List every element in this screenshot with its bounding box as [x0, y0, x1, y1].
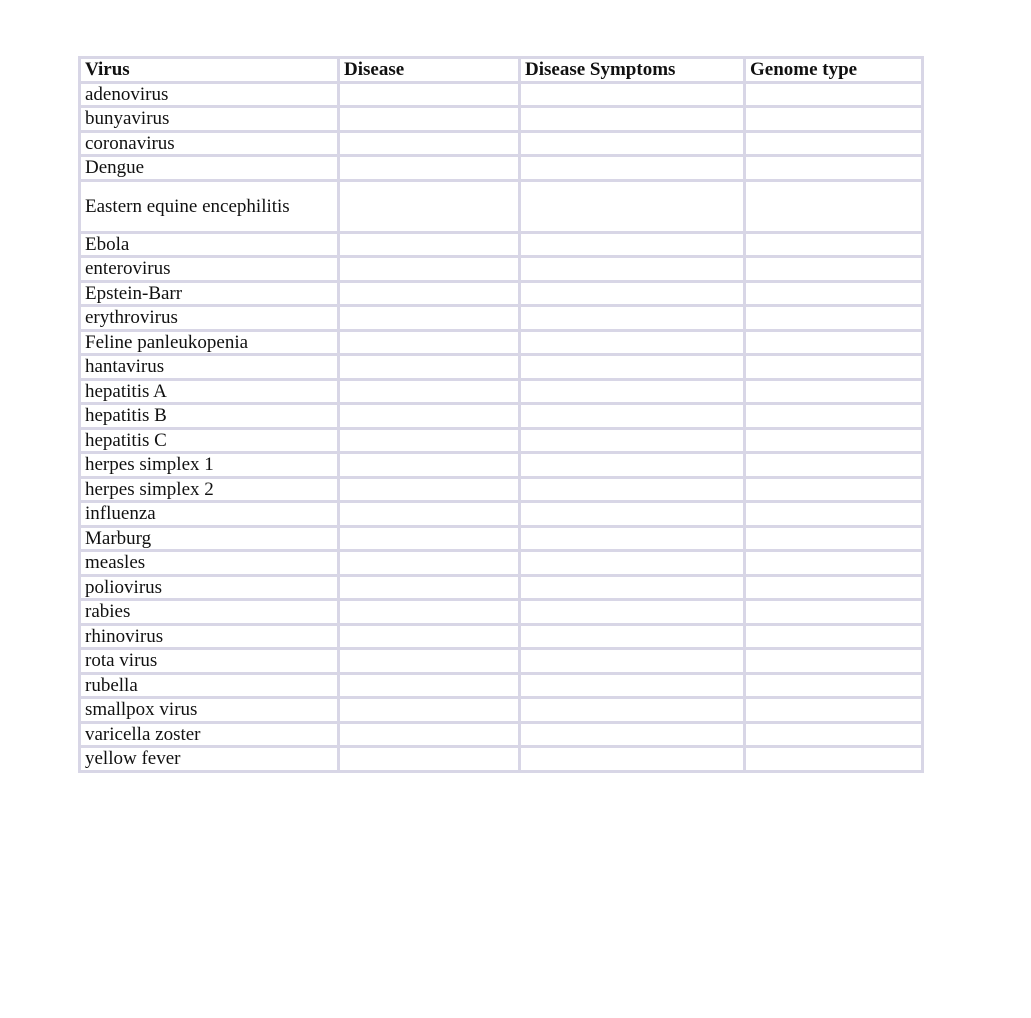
cell-disease[interactable]: [339, 82, 520, 107]
table-row: [80, 575, 923, 600]
cell-virus: enterovirus: [80, 257, 339, 282]
cell-disease-symptoms[interactable]: [520, 232, 745, 257]
cell-virus: Ebola: [80, 232, 339, 257]
table-row: [80, 477, 923, 502]
cell-disease-symptoms[interactable]: [520, 355, 745, 380]
cell-disease[interactable]: [339, 404, 520, 429]
cell-virus: rota virus: [80, 649, 339, 674]
header-virus: Virus: [80, 58, 339, 83]
cell-disease[interactable]: [339, 453, 520, 478]
cell-genome-type[interactable]: [745, 698, 923, 723]
table-row: [80, 82, 923, 107]
cell-disease[interactable]: [339, 698, 520, 723]
cell-virus: smallpox virus: [80, 698, 339, 723]
cell-genome-type[interactable]: [745, 156, 923, 181]
table-row: [80, 698, 923, 723]
table-row: [80, 306, 923, 331]
cell-disease[interactable]: [339, 624, 520, 649]
cell-virus: measles: [80, 551, 339, 576]
cell-virus: bunyavirus: [80, 107, 339, 132]
cell-virus: coronavirus: [80, 131, 339, 156]
table-row: [80, 453, 923, 478]
table-header: [80, 58, 923, 83]
cell-virus: hantavirus: [80, 355, 339, 380]
cell-genome-type[interactable]: [745, 477, 923, 502]
cell-disease[interactable]: [339, 502, 520, 527]
cell-genome-type[interactable]: [745, 330, 923, 355]
table-row: [80, 600, 923, 625]
cell-virus: Eastern equine encephilitis: [80, 180, 339, 232]
cell-disease[interactable]: [339, 526, 520, 551]
header-disease-symptoms: Disease Symptoms: [520, 58, 745, 83]
cell-disease-symptoms[interactable]: [520, 453, 745, 478]
cell-disease-symptoms[interactable]: [520, 306, 745, 331]
cell-virus: adenovirus: [80, 82, 339, 107]
cell-disease-symptoms[interactable]: [520, 428, 745, 453]
cell-disease[interactable]: [339, 477, 520, 502]
cell-disease[interactable]: [339, 379, 520, 404]
cell-virus: Dengue: [80, 156, 339, 181]
cell-genome-type[interactable]: [745, 575, 923, 600]
table-row: [80, 502, 923, 527]
table-row: [80, 526, 923, 551]
cell-genome-type[interactable]: [745, 747, 923, 772]
cell-disease-symptoms[interactable]: [520, 257, 745, 282]
cell-disease-symptoms[interactable]: [520, 698, 745, 723]
cell-genome-type[interactable]: [745, 551, 923, 576]
cell-genome-type[interactable]: [745, 180, 923, 232]
cell-disease-symptoms[interactable]: [520, 575, 745, 600]
cell-disease-symptoms[interactable]: [520, 649, 745, 674]
cell-virus: Marburg: [80, 526, 339, 551]
cell-virus: poliovirus: [80, 575, 339, 600]
cell-genome-type[interactable]: [745, 257, 923, 282]
cell-genome-type[interactable]: [745, 502, 923, 527]
table-row: [80, 404, 923, 429]
header-row: [80, 58, 923, 83]
cell-virus: varicella zoster: [80, 722, 339, 747]
cell-disease[interactable]: [339, 107, 520, 132]
cell-virus: herpes simplex 1: [80, 453, 339, 478]
cell-disease[interactable]: [339, 257, 520, 282]
virus-table: [78, 56, 924, 773]
cell-disease-symptoms[interactable]: [520, 107, 745, 132]
cell-genome-type[interactable]: [745, 624, 923, 649]
cell-disease[interactable]: [339, 600, 520, 625]
table-row: [80, 673, 923, 698]
cell-disease[interactable]: [339, 355, 520, 380]
cell-disease-symptoms[interactable]: [520, 600, 745, 625]
cell-genome-type[interactable]: [745, 379, 923, 404]
cell-disease-symptoms[interactable]: [520, 404, 745, 429]
cell-virus: erythrovirus: [80, 306, 339, 331]
cell-virus: herpes simplex 2: [80, 477, 339, 502]
cell-disease[interactable]: [339, 232, 520, 257]
cell-genome-type[interactable]: [745, 428, 923, 453]
header-genome-type: Genome type: [745, 58, 923, 83]
table-row: [80, 156, 923, 181]
cell-disease-symptoms[interactable]: [520, 722, 745, 747]
cell-genome-type[interactable]: [745, 722, 923, 747]
cell-virus: Feline panleukopenia: [80, 330, 339, 355]
cell-disease[interactable]: [339, 575, 520, 600]
cell-virus: rhinovirus: [80, 624, 339, 649]
cell-disease-symptoms[interactable]: [520, 180, 745, 232]
table-row: [80, 330, 923, 355]
cell-disease[interactable]: [339, 306, 520, 331]
table-row: [80, 257, 923, 282]
cell-virus: hepatitis C: [80, 428, 339, 453]
table-row: [80, 131, 923, 156]
cell-disease[interactable]: [339, 649, 520, 674]
cell-disease-symptoms[interactable]: [520, 526, 745, 551]
cell-genome-type[interactable]: [745, 453, 923, 478]
cell-disease-symptoms[interactable]: [520, 551, 745, 576]
table-row: [80, 281, 923, 306]
header-disease: Disease: [339, 58, 520, 83]
cell-disease-symptoms[interactable]: [520, 747, 745, 772]
cell-virus: hepatitis B: [80, 404, 339, 429]
cell-virus: rabies: [80, 600, 339, 625]
cell-disease[interactable]: [339, 330, 520, 355]
cell-genome-type[interactable]: [745, 281, 923, 306]
cell-genome-type[interactable]: [745, 355, 923, 380]
cell-genome-type[interactable]: [745, 232, 923, 257]
table-row: [80, 649, 923, 674]
cell-genome-type[interactable]: [745, 673, 923, 698]
cell-disease-symptoms[interactable]: [520, 131, 745, 156]
cell-genome-type[interactable]: [745, 600, 923, 625]
cell-disease[interactable]: [339, 180, 520, 232]
cell-disease-symptoms[interactable]: [520, 502, 745, 527]
table-row: [80, 624, 923, 649]
cell-genome-type[interactable]: [745, 107, 923, 132]
table-row: [80, 232, 923, 257]
cell-disease[interactable]: [339, 428, 520, 453]
cell-genome-type[interactable]: [745, 526, 923, 551]
cell-disease-symptoms[interactable]: [520, 379, 745, 404]
cell-disease[interactable]: [339, 281, 520, 306]
table-row: [80, 722, 923, 747]
cell-disease-symptoms[interactable]: [520, 82, 745, 107]
cell-disease-symptoms[interactable]: [520, 673, 745, 698]
cell-disease-symptoms[interactable]: [520, 624, 745, 649]
cell-disease-symptoms[interactable]: [520, 156, 745, 181]
table-row: [80, 428, 923, 453]
cell-disease[interactable]: [339, 673, 520, 698]
table-row: [80, 379, 923, 404]
cell-virus: influenza: [80, 502, 339, 527]
cell-disease[interactable]: [339, 551, 520, 576]
cell-genome-type[interactable]: [745, 649, 923, 674]
cell-disease-symptoms[interactable]: [520, 281, 745, 306]
table-row: [80, 355, 923, 380]
table-row: [80, 747, 923, 772]
table-row: [80, 180, 923, 232]
cell-virus: hepatitis A: [80, 379, 339, 404]
table-row: [80, 107, 923, 132]
cell-disease[interactable]: [339, 156, 520, 181]
table-row: [80, 551, 923, 576]
table-body: [80, 82, 923, 771]
cell-disease-symptoms[interactable]: [520, 330, 745, 355]
cell-virus: rubella: [80, 673, 339, 698]
cell-disease[interactable]: [339, 747, 520, 772]
cell-virus: Epstein-Barr: [80, 281, 339, 306]
cell-genome-type[interactable]: [745, 131, 923, 156]
cell-disease-symptoms[interactable]: [520, 477, 745, 502]
cell-virus: yellow fever: [80, 747, 339, 772]
cell-genome-type[interactable]: [745, 82, 923, 107]
cell-genome-type[interactable]: [745, 306, 923, 331]
cell-genome-type[interactable]: [745, 404, 923, 429]
cell-disease[interactable]: [339, 722, 520, 747]
cell-disease[interactable]: [339, 131, 520, 156]
